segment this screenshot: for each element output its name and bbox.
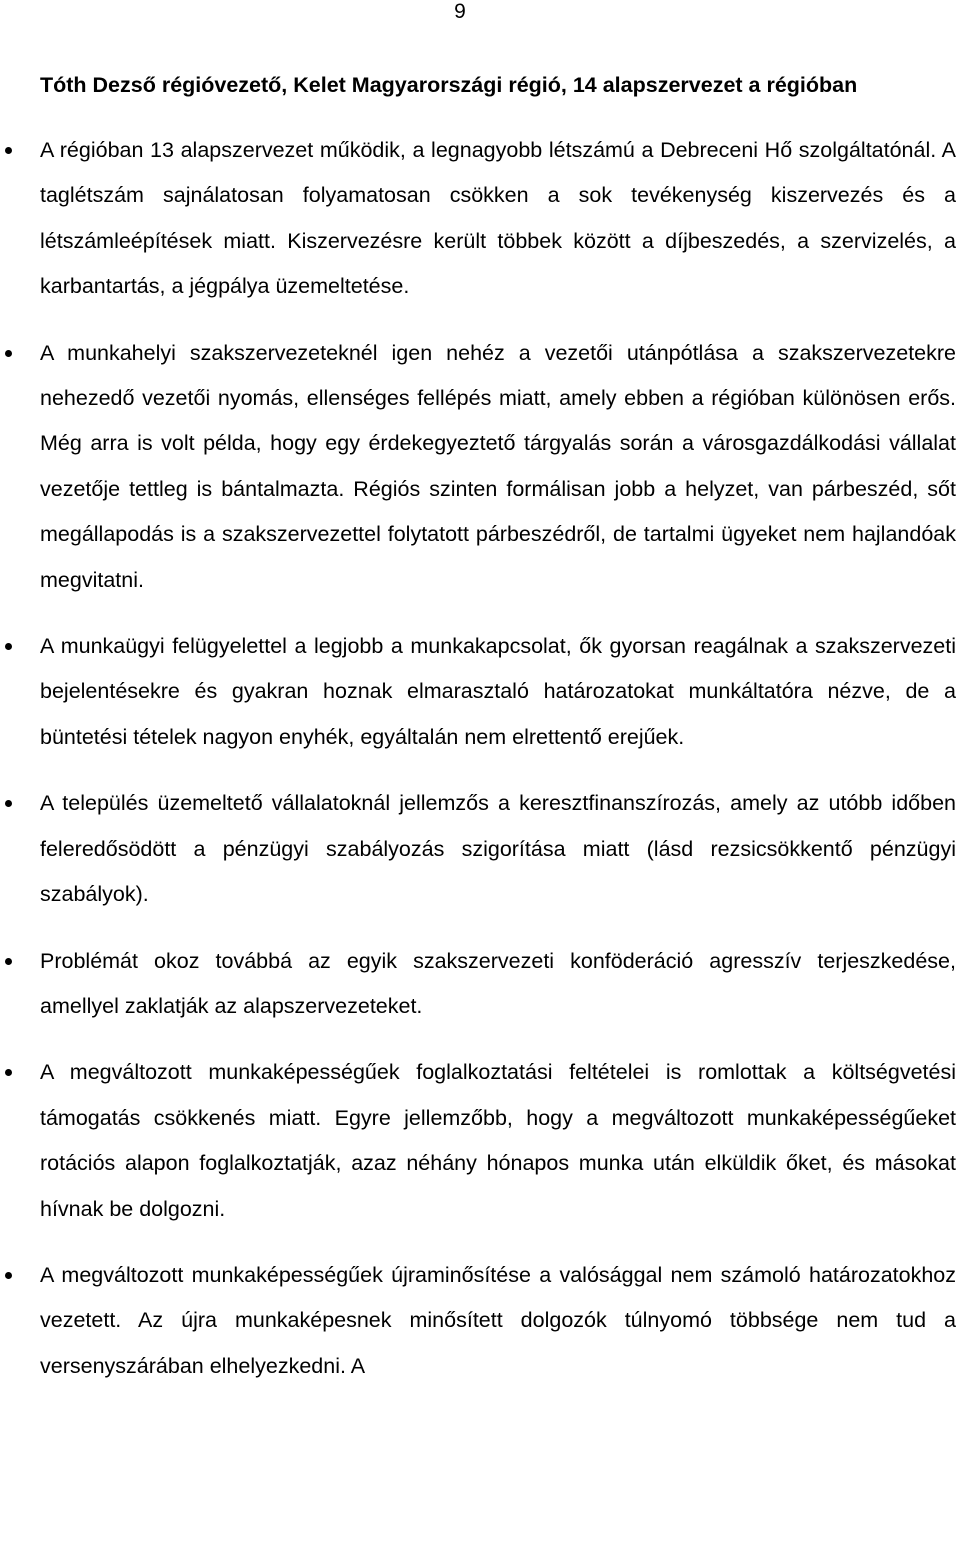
list-item: [40, 939, 956, 1030]
bullet-list: [40, 128, 956, 1389]
list-item-text: A munkaügyi felügyelettel a legjobb a munkakapcsolat, ők gyorsan reagálnak a szakszervezeti bejelentésekre és gyakran hoznak elmarasztaló határozatokat munkáltatóra nézve, de a büntetési tételek nagyon enyhék, egyáltalán nem elrettentő erejűek.: [40, 634, 956, 749]
list-item-text: A település üzemeltető vállalatoknál jellemzős a keresztfinanszírozás, amely az utóbb időben feleredősödött a pénzügyi szabályozás szigorítása miatt (lásd rezsicsökkentő pénzügyi szabályok).: [40, 791, 956, 907]
section-heading: Tóth Dezső régióvezető, Kelet Magyarországi régió, 14 alapszervezet a régióban: [40, 73, 858, 97]
bullet-icon: [5, 147, 12, 154]
bullet-icon: [5, 958, 12, 965]
list-item: [40, 128, 956, 310]
list-item: [40, 781, 956, 917]
list-item-text: A megváltozott munkaképességűek újraminősítése a valósággal nem számoló határozatokhoz vezetett. Az újra munkaképesnek minősített dolgozók túlnyomó többsége nem tud a versenyszárában elhelyezkedni. A: [40, 1262, 956, 1378]
page-number: 9: [454, 0, 466, 23]
document-body: [40, 63, 956, 1389]
bullet-icon: [5, 800, 12, 807]
list-item: [40, 1253, 956, 1389]
bullet-icon: [5, 1272, 12, 1279]
list-item: [40, 624, 956, 760]
bullet-icon: [5, 1069, 12, 1076]
list-item-text: A régióban 13 alapszervezet működik, a legnagyobb létszámú a Debreceni Hő szolgáltatónál. A taglétszám sajnálatosan folyamatosan csökken a sok tevékenység kiszervezés és a létszámleépítések miatt. Kiszervezésre került többek között a díjbeszedés, a szervizelés, a karbantartás, a jégpálya üzemeltetése.: [40, 138, 956, 299]
bullet-icon: [5, 643, 12, 650]
bullet-icon: [5, 350, 12, 357]
list-item: [40, 1050, 956, 1232]
list-item: [40, 331, 956, 603]
list-item-text: A megváltozott munkaképességűek foglalkoztatási feltételei is romlottak a költségvetési támogatás csökkenés miatt. Egyre jellemzőbb, hogy a megváltozott munkaképességűeket rotációs alapon foglalkoztatják, azaz néhány hónapos munka után elküldik őket, és másokat hívnak be dolgozni.: [40, 1060, 956, 1221]
list-item-text: Problémát okoz továbbá az egyik szakszervezeti konföderáció agresszív terjeszkedése, amellyel zaklatják az alapszervezeteket.: [40, 948, 956, 1018]
list-item-text: A munkahelyi szakszervezeteknél igen nehéz a vezetői utánpótlása a szakszervezetekre nehezedő vezetői nyomás, ellenséges fellépés miatt, amely ebben a régióban különösen erős. Még arra is volt példa, hogy egy érdekegyeztető tárgyalás során a városgazdálkodási vállalat vezetője tettleg is bántalmazta. Régiós szinten formálisan jobb a helyzet, van párbeszéd, sőt megállapodás is a szakszervezettel folytatott párbeszédről, de tartalmi ügyeket nem hajlandóak megvitatni.: [40, 340, 956, 592]
